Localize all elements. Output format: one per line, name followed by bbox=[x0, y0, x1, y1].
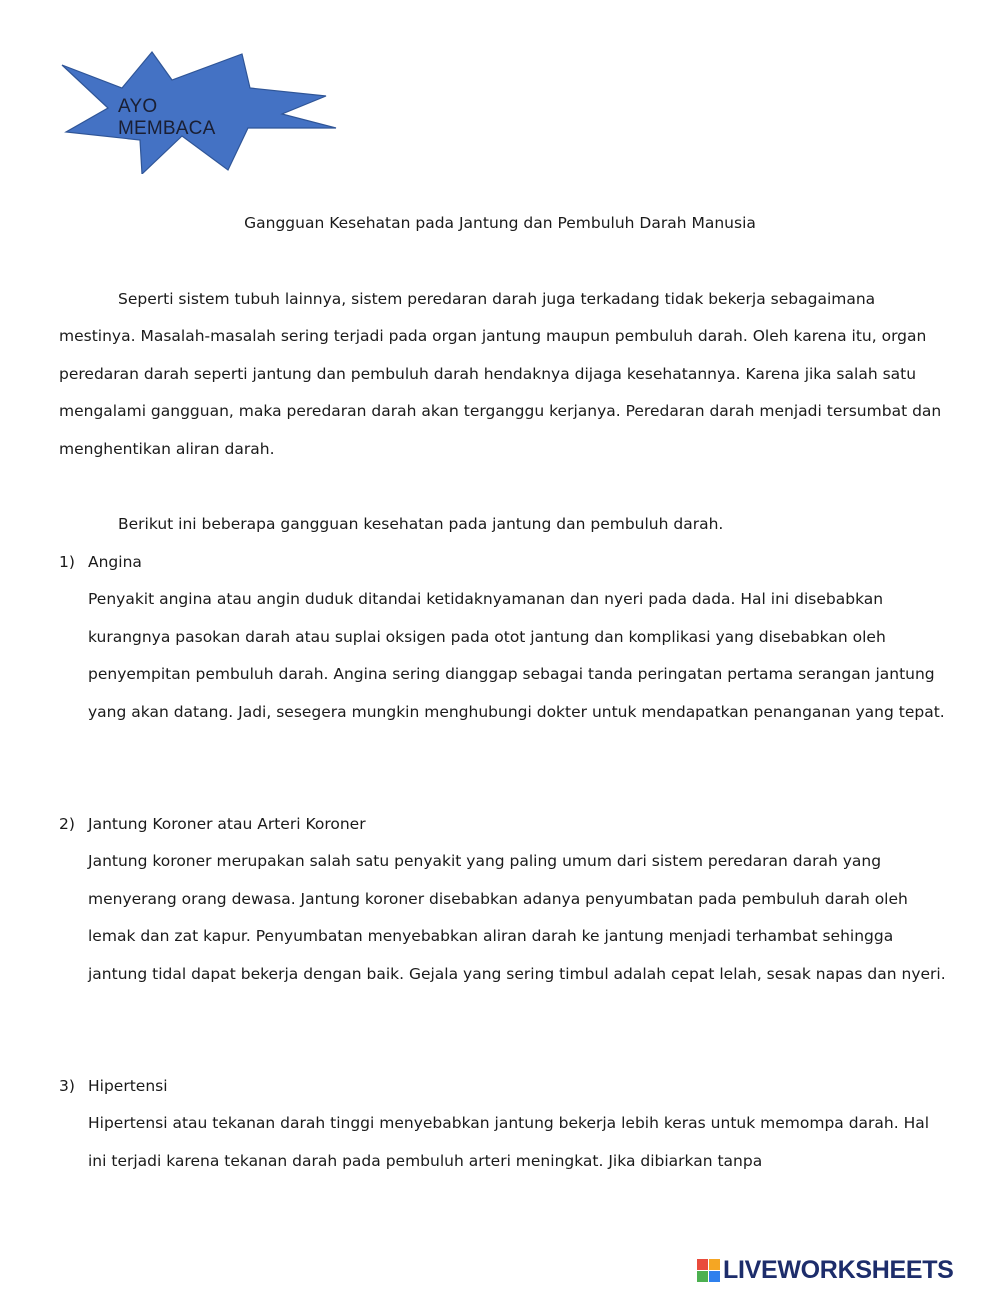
logo-text: LIVEWORKSHEETS bbox=[723, 1255, 954, 1284]
liveworksheets-logo bbox=[697, 1255, 954, 1285]
badge-label: AYO MEMBACA bbox=[118, 96, 216, 139]
logo-mark-tile bbox=[697, 1259, 708, 1270]
lead-sentence: Berikut ini beberapa gangguan kesehatan pada jantung dan pembuluh darah. bbox=[118, 515, 724, 533]
page-title: Gangguan Kesehatan pada Jantung dan Pembuluh Darah Manusia bbox=[244, 214, 756, 232]
item-body-jantung-koroner: Jantung koroner merupakan salah satu penyakit yang paling umum dari sistem peredaran darah yang menyerang orang dewasa. Jantung koroner disebabkan adanya penyumbatan pada pembuluh darah oleh lemak dan zat kapur. Penyumbatan menyebabkan aliran darah ke jantung menjadi terhambat sehingga jantung tidal dapat bekerja dengan baik. Gejala yang sering timbul adalah cepat lelah, sesak napas dan nyeri. bbox=[88, 852, 946, 983]
item-number: 3) bbox=[59, 1077, 75, 1095]
logo-mark-tile bbox=[709, 1271, 720, 1282]
item-heading-jantung-koroner: Jantung Koroner atau Arteri Koroner bbox=[88, 815, 366, 833]
liveworksheets-logo-icon bbox=[697, 1259, 720, 1282]
item-heading-angina: Angina bbox=[88, 553, 142, 571]
logo-mark-tile bbox=[697, 1271, 708, 1282]
intro-first-line: Seperti sistem tubuh lainnya, sistem peredaran darah juga terkadang tidak bekerja sebagaimana bbox=[118, 290, 876, 308]
logo-mark-tile bbox=[709, 1259, 720, 1270]
item-number: 2) bbox=[59, 815, 75, 833]
ayo-membaca-badge bbox=[58, 50, 338, 174]
item-number: 1) bbox=[59, 553, 75, 571]
item-body-hipertensi: Hipertensi atau tekanan darah tinggi menyebabkan jantung bekerja lebih keras untuk memompa darah. Hal ini terjadi karena tekanan darah pada pembuluh arteri meningkat. Jika dibiarkan tanpa bbox=[88, 1114, 930, 1170]
item-body-angina: Penyakit angina atau angin duduk ditandai ketidaknyamanan dan nyeri pada dada. Hal ini disebabkan kurangnya pasokan darah atau suplai oksigen pada otot jantung dan komplikasi yang disebabkan oleh penyempitan pembuluh darah. Angina sering dianggap sebagai tanda peringatan pertama serangan jantung yang akan datang. Jadi, sesegera mungkin menghubungi dokter untuk mendapatkan penanganan yang tepat. bbox=[88, 590, 945, 721]
item-heading-hipertensi: Hipertensi bbox=[88, 1077, 168, 1095]
intro-paragraph: mestinya. Masalah-masalah sering terjadi pada organ jantung maupun pembuluh darah. Oleh karena itu, organ peredaran darah seperti jantung dan pembuluh darah hendaknya dijaga kesehatannya. Karena jika salah satu mengalami gangguan, maka peredaran darah akan terganggu kerjanya. Peredaran darah menjadi tersumbat dan menghentikan aliran darah. bbox=[59, 327, 942, 458]
